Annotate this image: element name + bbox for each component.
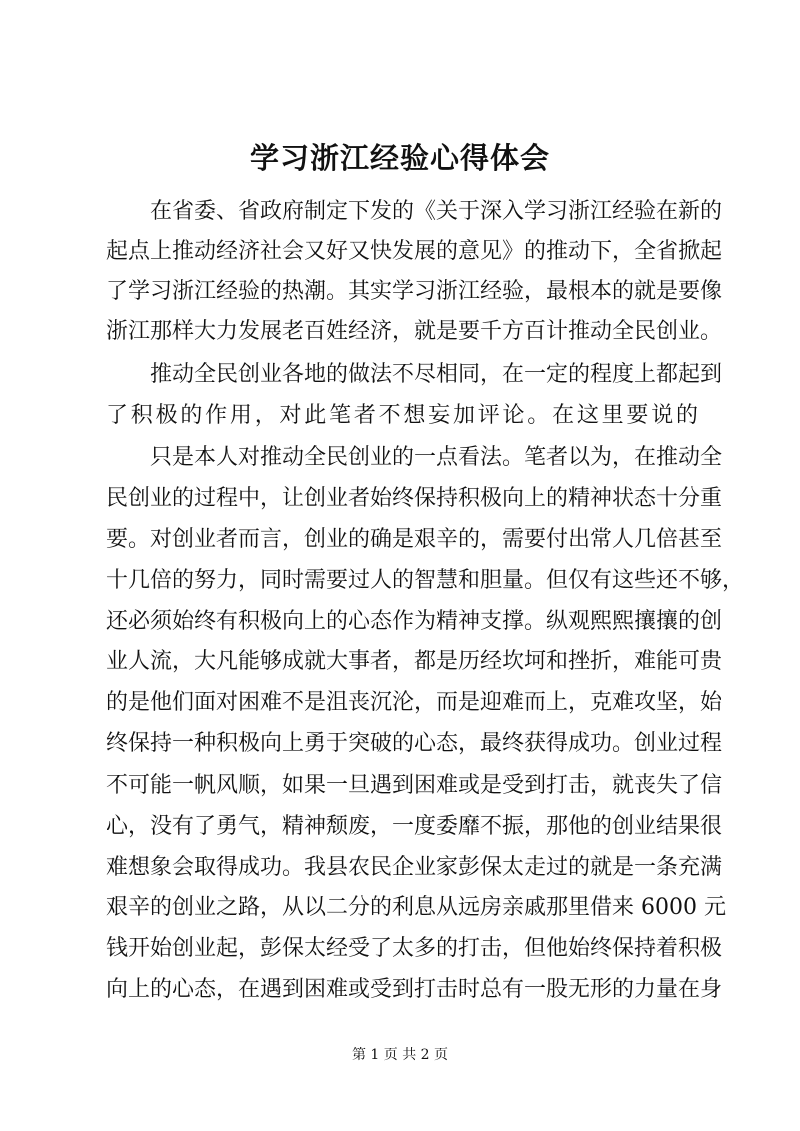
- body-line: [0, 397, 800, 435]
- body-line-text: 十几倍的努力，同时需要过人的智慧和胆量。但仅有这些还不够，: [106, 568, 745, 593]
- body-line: [0, 725, 800, 763]
- body-line: [0, 684, 800, 722]
- body-line: [0, 767, 800, 805]
- page-footer: 第 1 页 共 2 页: [351, 1047, 449, 1063]
- body-line-text: 只是本人对推动全民创业的一点看法。笔者以为，在推动全: [150, 445, 723, 470]
- body-line-text: 要。对创业者而言，创业的确是艰辛的，需要付出常人几倍甚至: [106, 527, 723, 552]
- body-line: [0, 273, 800, 311]
- body-line-text: 在省委、省政府制定下发的《关于深入学习浙江经验在新的: [150, 199, 723, 224]
- body-line: [0, 808, 800, 846]
- body-line-text: 浙江那样大力发展老百姓经济，就是要千方百计推动全民创业。: [106, 319, 723, 344]
- body-line: [0, 356, 800, 394]
- body-line: [0, 849, 800, 887]
- body-line: [0, 930, 800, 968]
- body-line: [0, 439, 800, 477]
- body-line-text: 心，没有了勇气，精神颓废，一度委靡不振，那他的创业结果很: [106, 814, 723, 839]
- body-line: [0, 562, 800, 600]
- body-line-text: 推动全民创业各地的做法不尽相同，在一定的程度上都起到: [150, 362, 723, 387]
- body-line-text: 向上的心态，在遇到困难或受到打击时总有一股无形的力量在身: [106, 977, 723, 1002]
- body-line-text: 终保持一种积极向上勇于突破的心态，最终获得成功。创业过程: [106, 731, 723, 756]
- body-line: [0, 643, 800, 681]
- body-line-text: 艰辛的创业之路，从以二分的利息从远房亲戚那里借来 6000 元: [106, 895, 726, 920]
- body-line-text: 难想象会取得成功。我县农民企业家彭保太走过的就是一条充满: [106, 855, 723, 880]
- document-title: 学习浙江经验心得体会: [249, 141, 550, 175]
- body-line-text: 还必须始终有积极向上的心态作为精神支撑。纵观熙熙攘攘的创: [106, 609, 723, 634]
- body-line-text: 起点上推动经济社会又好又快发展的意见》的推动下，全省掀起: [106, 239, 723, 264]
- body-line: [0, 313, 800, 351]
- body-line-text: 不可能一帆风顺，如果一旦遇到困难或是受到打击，就丧失了信: [106, 773, 723, 798]
- body-line-text: 的是他们面对困难不是沮丧沉沦，而是迎难而上，克难攻坚，始: [106, 690, 723, 715]
- body-line: [0, 971, 800, 1009]
- body-line: [0, 521, 800, 559]
- body-line: [0, 193, 800, 231]
- body-line: [0, 233, 800, 271]
- body-line-text: 了积极的作用，对此笔者不想妄加评论。在这里要说的: [106, 403, 698, 428]
- body-line: [0, 480, 800, 518]
- body-line: [0, 889, 800, 927]
- body-line: [0, 603, 800, 641]
- body-line-text: 了学习浙江经验的热潮。其实学习浙江经验，最根本的就是要像: [106, 279, 723, 304]
- body-line-text: 民创业的过程中，让创业者始终保持积极向上的精神状态十分重: [106, 486, 723, 511]
- body-line-text: 钱开始创业起，彭保太经受了太多的打击，但他始终保持着积极: [106, 936, 723, 961]
- body-line-text: 业人流，大凡能够成就大事者，都是历经坎坷和挫折，难能可贵: [106, 649, 723, 674]
